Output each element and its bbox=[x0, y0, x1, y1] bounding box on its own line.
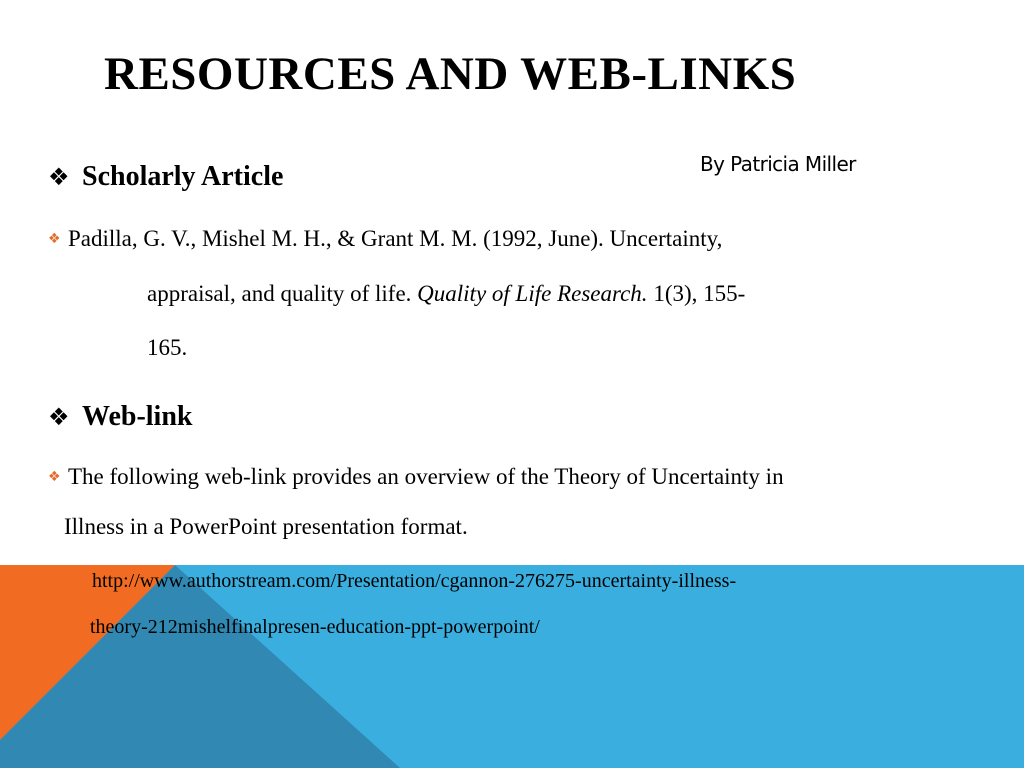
web-link-description-text-1: The following web-link provides an overview of the Theory of Uncertainty in bbox=[68, 464, 784, 489]
citation-line-3: 165. bbox=[147, 335, 188, 360]
citation-line-1 bbox=[48, 225, 722, 253]
citation-text-2: appraisal, and quality of life. bbox=[147, 281, 418, 306]
web-link-heading bbox=[48, 400, 192, 434]
web-link-description-2: Illness in a PowerPoint presentation format. bbox=[64, 514, 468, 539]
diamond-bullet-icon: ❖ bbox=[48, 403, 70, 431]
slide-title: RESOURCES AND WEB-LINKS bbox=[104, 48, 797, 100]
diamond-bullet-icon: ❖ bbox=[48, 163, 70, 191]
citation-line-2 bbox=[147, 280, 745, 308]
web-link-url-line-2[interactable]: theory-212mishelfinalpresen-education-ppt-powerpoint/ bbox=[90, 616, 540, 638]
journal-title: Quality of Life Research. bbox=[417, 281, 648, 306]
web-link-heading-text: Web-link bbox=[82, 401, 193, 432]
author-credit: By Patricia Miller bbox=[700, 152, 856, 176]
web-link-url-line-1[interactable]: http://www.authorstream.com/Presentation/cgannon-276275-uncertainty-illness- bbox=[92, 570, 737, 592]
scholarly-article-heading bbox=[48, 160, 283, 194]
diamond-bullet-icon: ❖ bbox=[48, 231, 61, 247]
citation-text-2b: 1(3), 155- bbox=[647, 281, 746, 306]
citation-text-1: Padilla, G. V., Mishel M. H., & Grant M. M. (1992, June). Uncertainty, bbox=[68, 226, 723, 251]
web-link-description-1 bbox=[48, 463, 784, 491]
scholarly-article-heading-text: Scholarly Article bbox=[82, 161, 284, 192]
diamond-bullet-icon: ❖ bbox=[48, 469, 61, 485]
